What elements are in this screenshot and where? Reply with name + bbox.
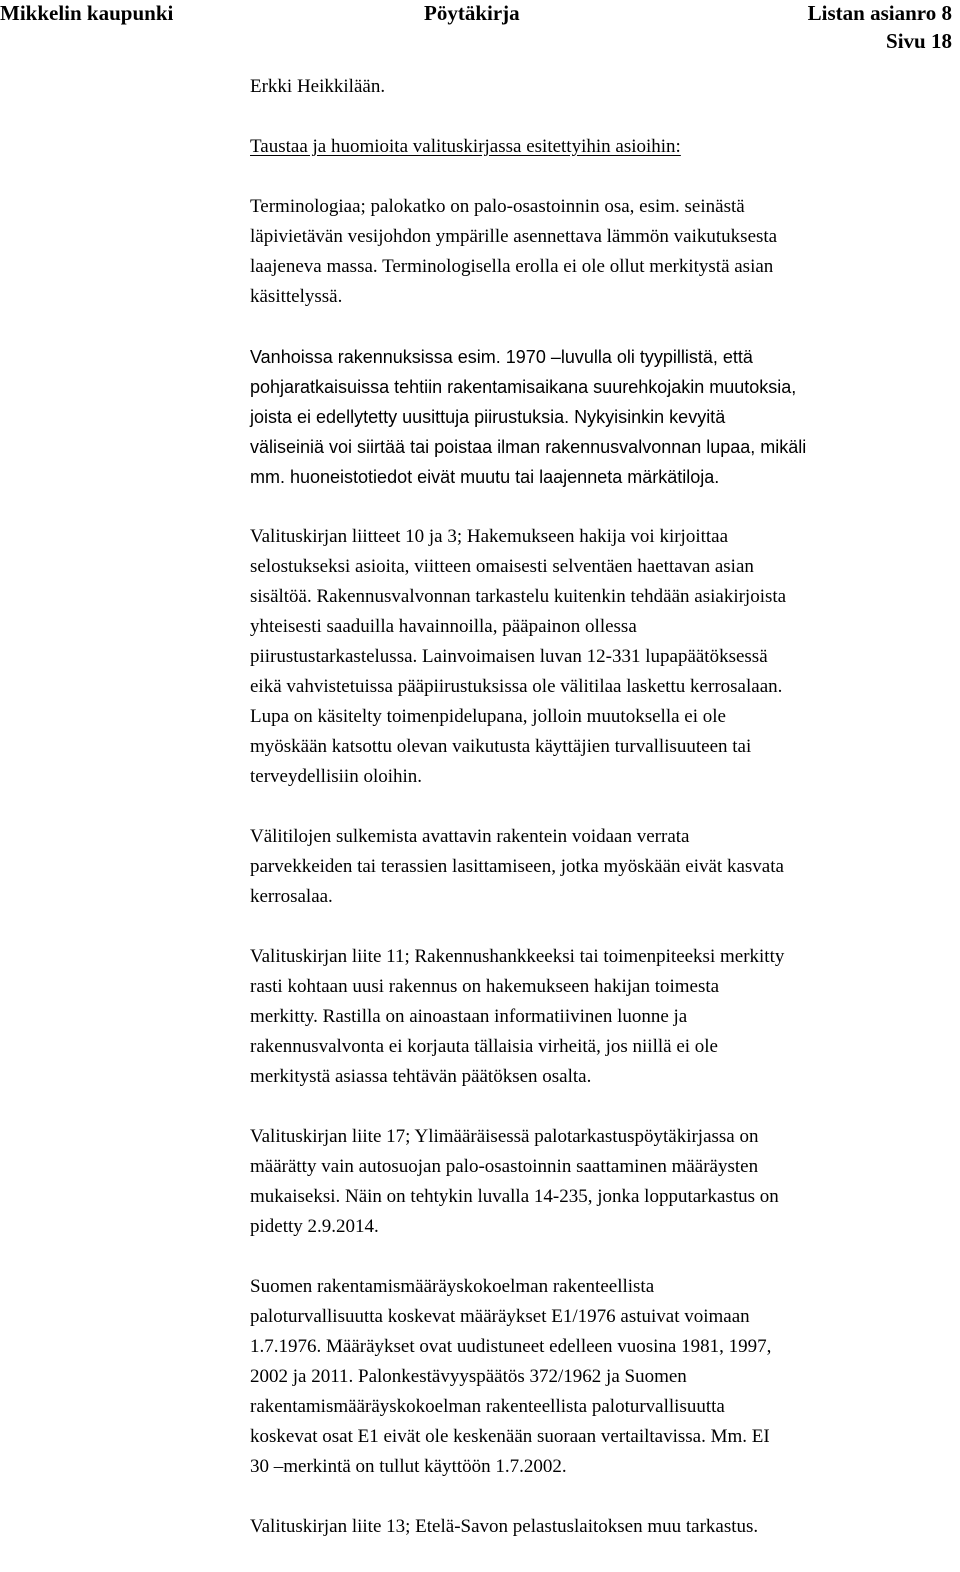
- text-line: koskevat osat E1 eivät ole keskenään suoraan vertailtavissa. Mm. EI: [250, 1426, 770, 1447]
- paragraph-old-buildings: [250, 342, 956, 492]
- paragraph-attachment-17: [250, 1122, 956, 1242]
- paragraph-intermediate-spaces: [250, 822, 956, 912]
- text-line: rasti kohtaan uusi rakennus on hakemukseen hakijan toimesta: [250, 976, 720, 997]
- text-line: yhteisesti saaduilla havainnoilla, pääpainon ollessa: [250, 616, 637, 637]
- text-line: myöskään katsottu olevan vaikutusta käyttäjien turvallisuuteen tai: [250, 736, 752, 757]
- paragraph-terminology: [250, 192, 956, 312]
- paragraph-attachment-11: [250, 942, 956, 1092]
- text-line: käsittelyssä.: [250, 286, 343, 307]
- text-line: selostukseksi asioita, viitteen omaisesti selventäen haettavan asian: [250, 556, 754, 577]
- paragraph-attachments-10-3: [250, 522, 956, 792]
- paragraph-building-regulations: [250, 1272, 956, 1482]
- paragraph-attachment-13: [250, 1512, 956, 1542]
- text-line: Terminologiaa; palokatko on palo-osastoinnin osa, esim. seinästä: [250, 196, 745, 217]
- text-line: merkitty. Rastilla on ainoastaan informatiivinen luonne ja: [250, 1006, 688, 1027]
- text-line: Taustaa ja huomioita valituskirjassa esitettyihin asioihin:: [250, 136, 681, 157]
- text-line: Valituskirjan liite 13; Etelä-Savon pelastuslaitoksen muu tarkastus.: [250, 1516, 759, 1537]
- section-heading: [250, 132, 956, 162]
- text-line: Suomen rakentamismääräyskokoelman rakenteellista: [250, 1276, 655, 1297]
- text-line: läpivietävän vesijohdon ympärille asennettava lämmön vaikutuksesta: [250, 226, 778, 247]
- text-line: laajeneva massa. Terminologisella erolla ei ole ollut merkitystä asian: [250, 256, 774, 277]
- text-line: joista ei edellytetty uusittuja piirustuksia. Nykyisinkin kevyitä: [250, 407, 726, 427]
- text-line: sisältöä. Rakennusvalvonnan tarkastelu kuitenkin tehdään asiakirjoista: [250, 586, 787, 607]
- text-line: parvekkeiden tai terassien lasittamiseen, jotka myöskään eivät kasvata: [250, 856, 784, 877]
- text-line: Valituskirjan liitteet 10 ja 3; Hakemukseen hakija voi kirjoittaa: [250, 526, 729, 547]
- text-line: pohjaratkaisuissa tehtiin rakentamisaikana suurehkojakin muutoksia,: [250, 377, 797, 397]
- paragraph-recipient: [250, 72, 956, 102]
- text-line: terveydellisiin oloihin.: [250, 766, 423, 787]
- text-line: pidetty 2.9.2014.: [250, 1216, 379, 1237]
- document-type: Pöytäkirja: [424, 1, 520, 25]
- text-line: mukaiseksi. Näin on tehtykin luvalla 14-235, jonka lopputarkastus on: [250, 1186, 779, 1207]
- text-line: Vanhoissa rakennuksissa esim. 1970 –luvulla oli tyypillistä, että: [250, 347, 753, 367]
- agenda-item-number: Listan asianro 8: [807, 1, 952, 25]
- text-line: kerrosalaa.: [250, 886, 333, 907]
- text-line: määrätty vain autosuojan palo-osastoinnin saattaminen määräysten: [250, 1156, 759, 1177]
- text-line: Erkki Heikkilään.: [250, 76, 386, 97]
- text-line: rakennusvalvonta ei korjauta tällaisia virheitä, jos niillä ei ole: [250, 1036, 718, 1057]
- text-line: paloturvallisuutta koskevat määräykset E1/1976 astuivat voimaan: [250, 1306, 750, 1327]
- text-line: 30 –merkintä on tullut käyttöön 1.7.2002.: [250, 1456, 567, 1477]
- text-line: rakentamismääräyskokoelman rakenteellista paloturvallisuutta: [250, 1396, 725, 1417]
- document-body: [250, 72, 956, 1572]
- text-line: väliseiniä voi siirtää tai poistaa ilman rakennusvalvonnan lupaa, mikäli: [250, 437, 807, 457]
- text-line: merkitystä asiassa tehtävän päätöksen osalta.: [250, 1066, 592, 1087]
- page-header: [0, 0, 960, 60]
- text-line: mm. huoneistotiedot eivät muutu tai laajenneta märkätiloja.: [250, 467, 720, 487]
- text-line: 2002 ja 2011. Palonkestävyyspäätös 372/1962 ja Suomen: [250, 1366, 687, 1387]
- text-line: Lupa on käsitelty toimenpidelupana, jolloin muutoksella ei ole: [250, 706, 726, 727]
- text-line: Välitilojen sulkemista avattavin rakentein voidaan verrata: [250, 826, 690, 847]
- organization-name: Mikkelin kaupunki: [0, 1, 174, 25]
- text-line: piirustustarkastelussa. Lainvoimaisen luvan 12-331 lupapäätöksessä: [250, 646, 768, 667]
- text-line: 1.7.1976. Määräykset ovat uudistuneet edelleen vuosina 1981, 1997,: [250, 1336, 772, 1357]
- page-number: Sivu 18: [886, 29, 952, 53]
- text-line: Valituskirjan liite 11; Rakennushankkeeksi tai toimenpiteeksi merkitty: [250, 946, 785, 967]
- text-line: eikä vahvistetuissa pääpiirustuksissa ole välitilaa laskettu kerrosalaan.: [250, 676, 783, 697]
- text-line: Valituskirjan liite 17; Ylimääräisessä palotarkastuspöytäkirjassa on: [250, 1126, 759, 1147]
